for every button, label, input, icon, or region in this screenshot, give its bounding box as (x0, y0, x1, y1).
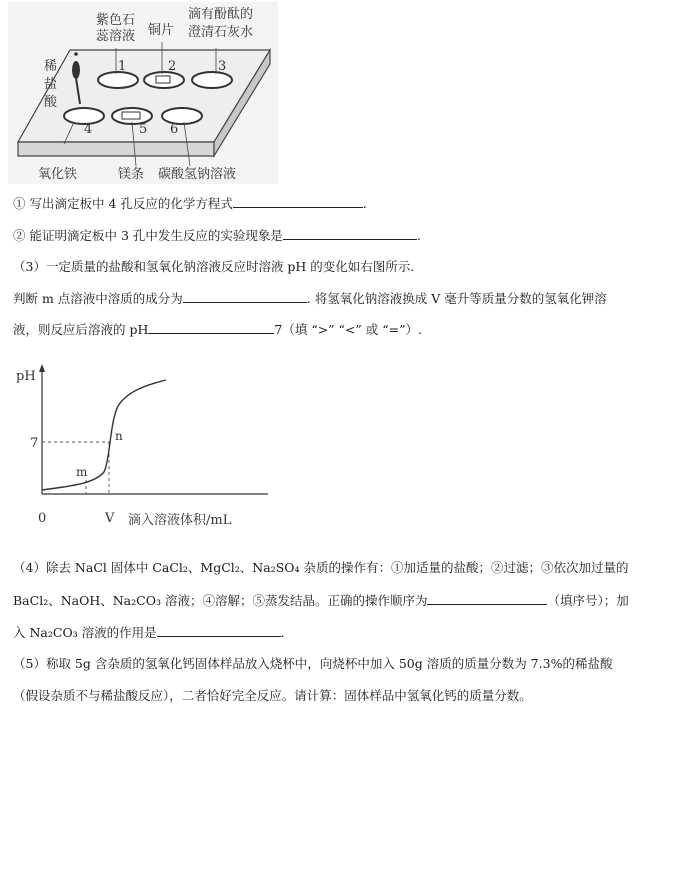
question-3-intro: （3）一定质量的盐酸和氢氧化钠溶液反应时溶液 pH 的变化如右图所示. (13, 259, 415, 274)
spot-plate-figure (8, 2, 278, 184)
answer-blank[interactable] (183, 290, 307, 303)
label-hcl-2: 盐 (44, 77, 58, 92)
question-5-line1: （5）称取 5g 含杂质的氢氧化钙固体样品放入烧杯中，向烧杯中加入 50g 溶质的质量分数为 7.3%的稀盐酸 (13, 656, 613, 671)
question-4-line2: BaCl₂、NaOH、Na₂CO₃ 溶液；④溶解；⑤蒸发结晶。正确的操作顺序为 （填序号）；加 (13, 593, 629, 608)
answer-blank[interactable] (233, 195, 363, 208)
x-tick-v: V (105, 511, 115, 526)
label-hcl-1: 稀 (44, 59, 58, 74)
label-limewater-2: 澄清石灰水 (188, 25, 254, 40)
answer-blank[interactable] (148, 321, 274, 334)
well-number: 6 (170, 122, 179, 137)
label-limewater-1: 滴有酚酞的 (188, 7, 254, 22)
question-5-line2: （假设杂质不与稀盐酸反应），二者恰好完全反应。请计算：固体样品中氢氧化钙的质量分数。 (13, 688, 532, 703)
well-number: 5 (139, 122, 148, 137)
label-bicarbonate: 碳酸氢钠溶液 (158, 167, 237, 182)
y-axis-label: pH (16, 369, 36, 384)
well-1 (98, 72, 138, 88)
copper-piece (156, 76, 170, 83)
ph-curve-graph (10, 362, 280, 532)
label-hcl-3: 酸 (44, 95, 58, 110)
label-iron-oxide: 氧化铁 (38, 167, 78, 182)
well-number: 1 (118, 59, 127, 74)
question-1: ① 写出滴定板中 4 孔反应的化学方程式 . (13, 196, 367, 211)
answer-blank[interactable] (427, 592, 547, 605)
label-litmus-1: 紫色石 (96, 13, 136, 28)
well-6 (162, 108, 202, 124)
well-number: 2 (168, 59, 177, 74)
point-n-label: n (115, 429, 123, 443)
y-axis-arrow-icon (39, 364, 45, 372)
well-number: 3 (218, 59, 227, 74)
x-axis-label: 滴入溶液体积/mL (128, 513, 232, 528)
question-3-line2: 判断 m 点溶液中溶质的成分为 . 将氢氧化钠溶液换成 V 毫升等质量分数的氢氧化钾溶 (13, 291, 607, 306)
answer-blank[interactable] (283, 227, 417, 240)
question-4-line3: 入 Na₂CO₃ 溶液的作用是 . (13, 625, 285, 640)
answer-blank[interactable] (157, 624, 281, 637)
label-copper: 铜片 (148, 23, 175, 38)
point-m-label: m (76, 465, 88, 479)
well-number: 4 (84, 122, 93, 137)
origin-label: 0 (38, 511, 47, 526)
question-4-line1: （4）除去 NaCl 固体中 CaCl₂、MgCl₂、Na₂SO₄ 杂质的操作有：①加适量的盐酸；②过滤；③依次加过量的 (13, 560, 629, 575)
well-3 (192, 72, 232, 88)
ph-curve (42, 380, 166, 490)
magnesium-strip (122, 112, 140, 119)
question-2: ② 能证明滴定板中 3 孔中发生反应的实验现象是 . (13, 228, 421, 243)
label-magnesium: 镁条 (118, 167, 145, 182)
y-tick-7: 7 (30, 436, 39, 451)
label-litmus-2: 蕊溶液 (96, 29, 136, 44)
question-3-line3: 液，则反应后溶液的 pH 7（填 “>” “<” 或 “=”）. (13, 322, 422, 337)
